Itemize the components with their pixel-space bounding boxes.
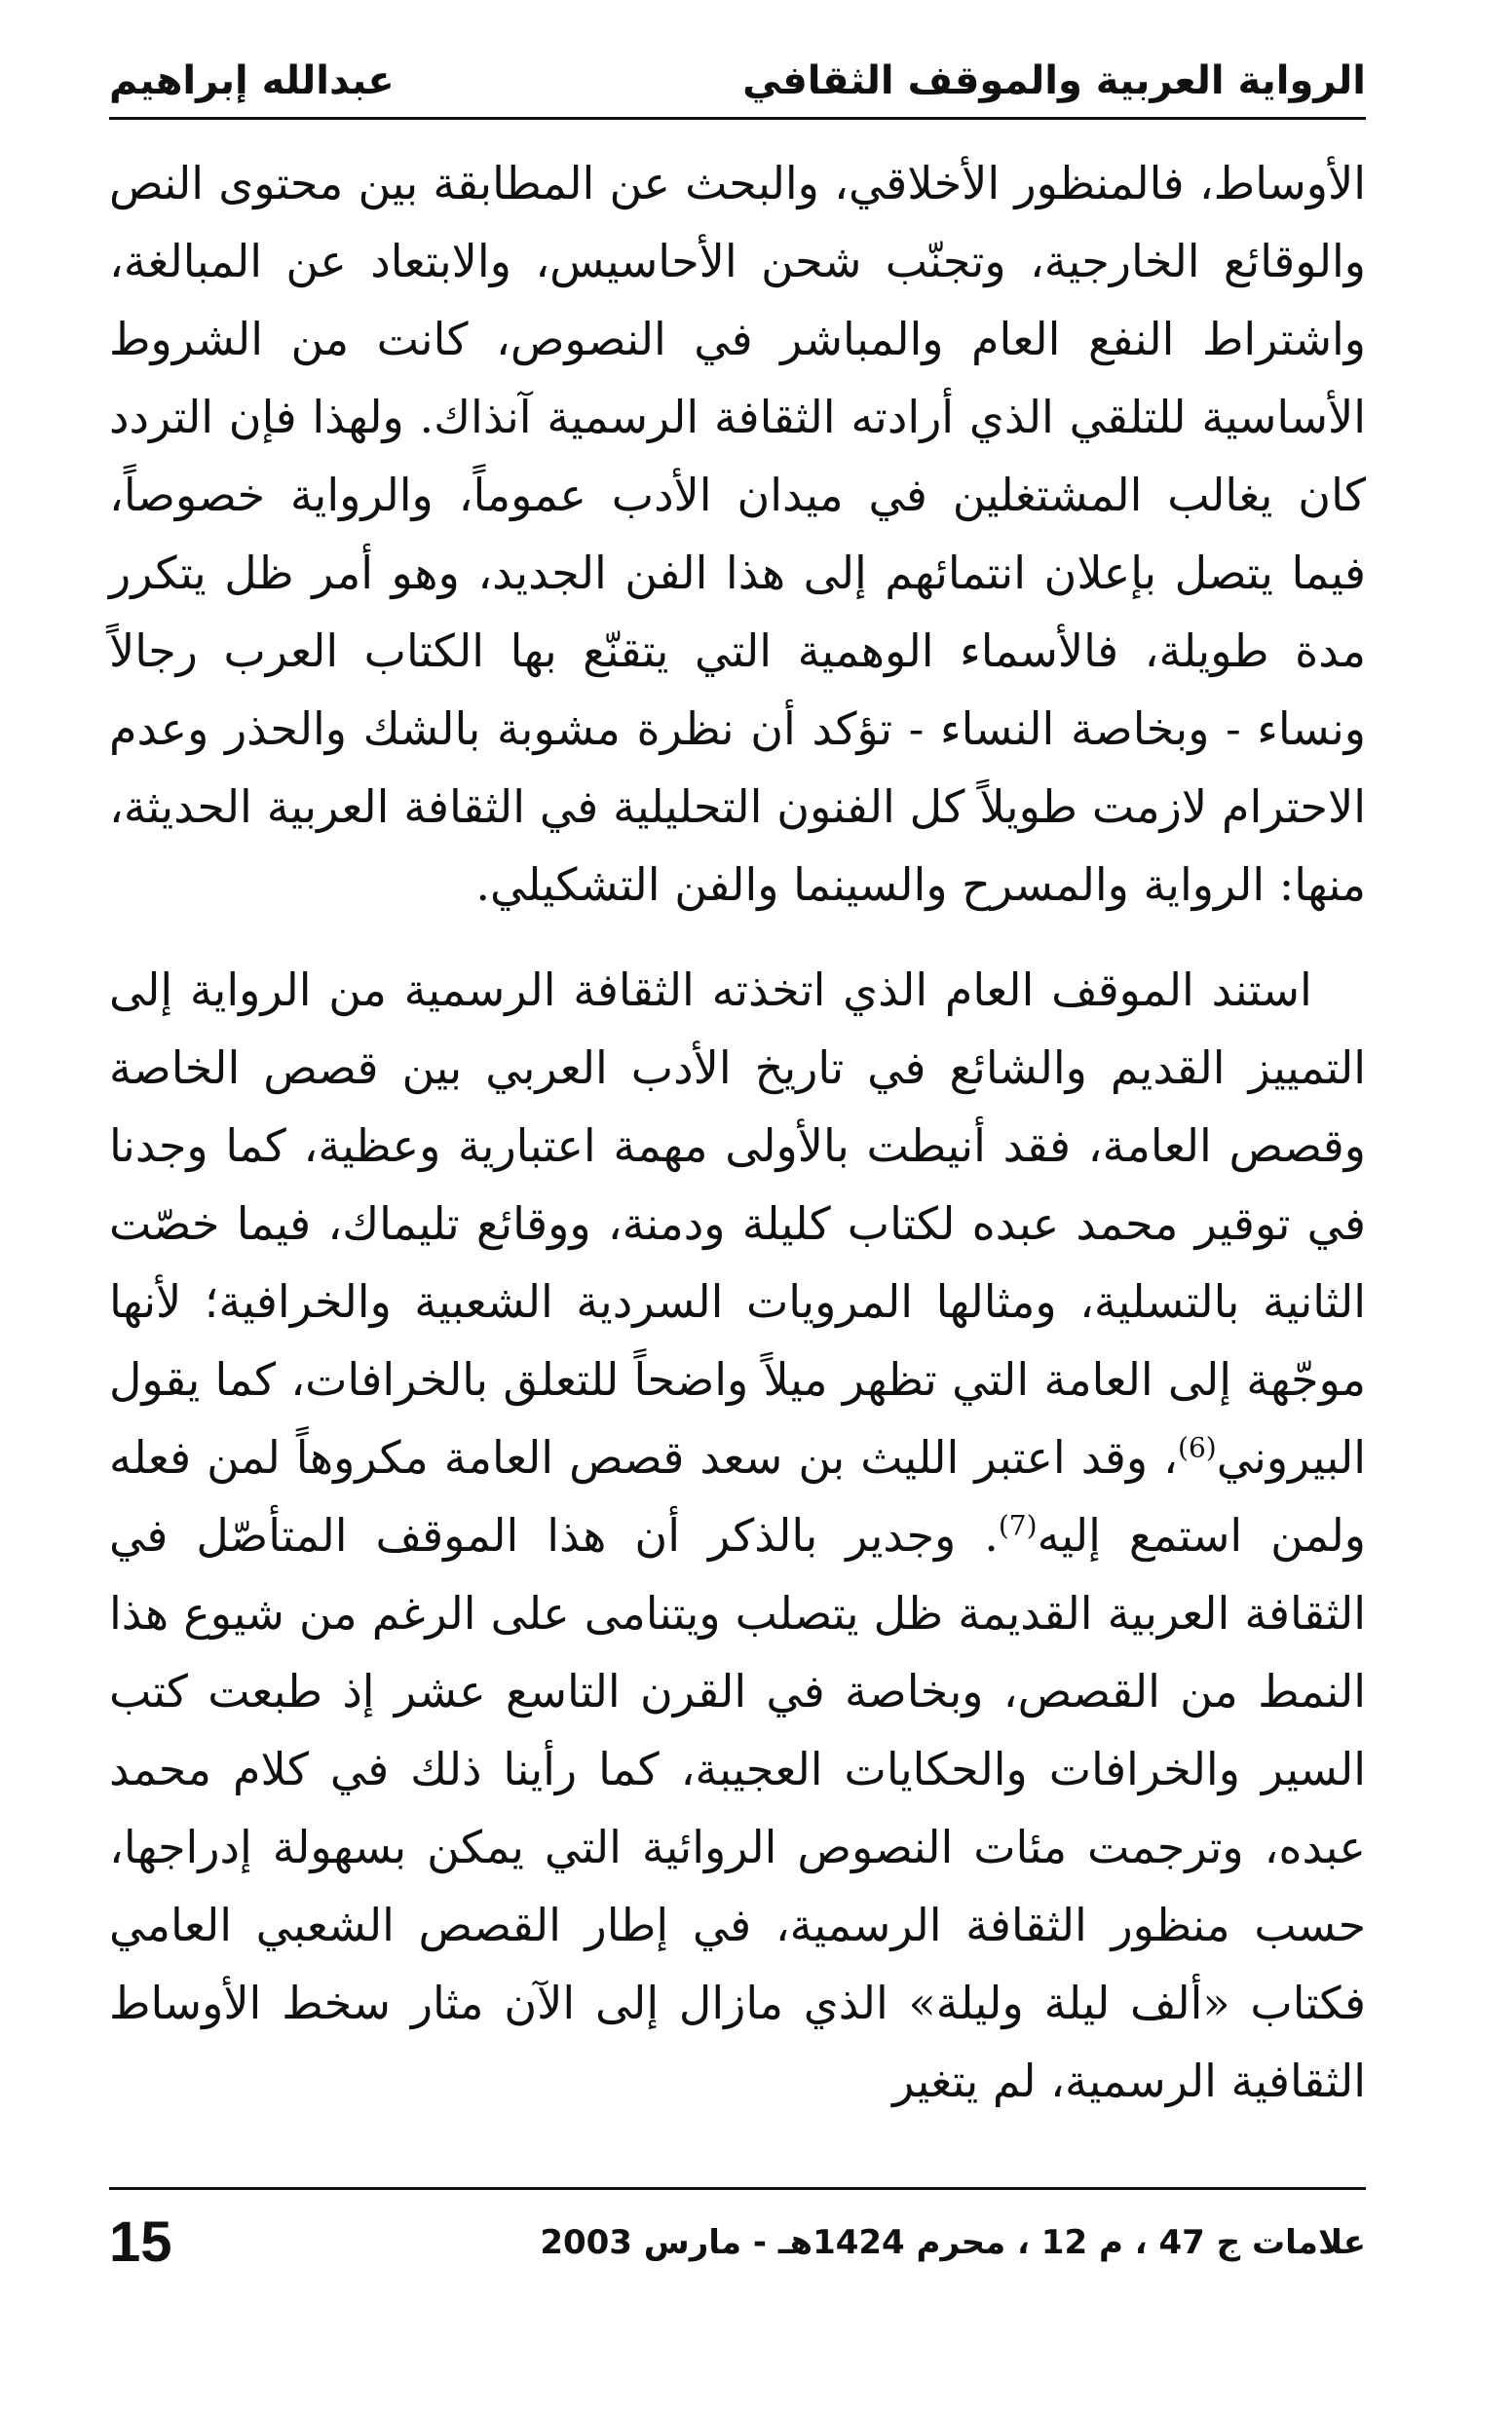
- page-number: 15: [109, 2210, 172, 2274]
- paragraph-2-part-3: . وجدير بالذكر أن هذا الموقف المتأصّل في الثقافة العربية القديمة ظل يتصلب ويتنامى على الرغم من شيوع هذا النمط من القصص، وبخاصة في القرن التاسع عشر إذ طبعت كتب السير والخرافات والحكايات العجيبة، كما رأينا ذلك في كلام محمد عبده، وترجمت مئات النصوص الروائية التي يمكن بسهولة إدراجها، حسب منظور الثقافة الرسمية، في إطار القصص الشعبي العامي فكتاب «ألف ليلة وليلة» الذي مازال إلى الآن مثار سخط الأوساط الثقافية الرسمية، لم يتغير: [109, 1509, 1366, 2107]
- running-header: [109, 47, 1366, 115]
- footnote-ref-6: (6): [1178, 1431, 1217, 1464]
- paragraph-2-part-2: ، وقد اعتبر الليث بن سعد قصص العامة مكروهاً لمن فعله ولمن استمع إليه: [109, 1431, 1367, 1562]
- footnote-ref-7: (7): [998, 1509, 1038, 1542]
- body-text: [109, 144, 1366, 2120]
- journal-info: علامات ج 47 ، م 12 ، محرم 1424هـ - مارس 2003: [540, 2223, 1366, 2262]
- page-footer: [109, 2204, 1366, 2282]
- paragraph-2: [109, 951, 1366, 2120]
- paragraph-2-part-1: استند الموقف العام الذي اتخذته الثقافة الرسمية من الرواية إلى التمييز القديم والشائع في تاريخ الأدب العربي بين قصص الخاصة وقصص العامة، فقد أنيطت بالأولى مهمة اعتبارية وعظية، كما وجدنا في توقير محمد عبده لكتاب كليلة ودمنة، ووقائع تليماك، فيما خصّت الثانية بالتسلية، ومثالها المرويات السردية الشعبية والخرافية؛ لأنها موجّهة إلى العامة التي تظهر ميلاً واضحاً للتعلق بالخرافات، كما يقول البيروني: [109, 963, 1366, 1484]
- header-author: عبدالله إبراهيم: [109, 58, 395, 103]
- footer-rule: [109, 2187, 1366, 2190]
- header-title: الرواية العربية والموقف الثقافي: [742, 58, 1366, 103]
- paragraph-1: الأوساط، فالمنظور الأخلاقي، والبحث عن المطابقة بين محتوى النص والوقائع الخارجية، وتجنّب شحن الأحاسيس، والابتعاد عن المبالغة، واشتراط النفع العام والمباشر في النصوص، كانت من الشروط الأساسية للتلقي الذي أرادته الثقافة الرسمية آنذاك. ولهذا فإن التردد كان يغالب المشتغلين في ميدان الأدب عموماً، والرواية خصوصاً، فيما يتصل بإعلان انتمائهم إلى هذا الفن الجديد، وهو أمر ظل يتكرر مدة طويلة، فالأسماء الوهمية التي يتقنّع بها الكتاب العرب رجالاً ونساء - وبخاصة النساء - تؤكد أن نظرة مشوبة بالشك والحذر وعدم الاحترام لازمت طويلاً كل الفنون التحليلية في الثقافة العربية الحديثة، منها: الرواية والمسرح والسينما والفن التشكيلي.: [109, 157, 1366, 911]
- header-rule: [109, 117, 1366, 120]
